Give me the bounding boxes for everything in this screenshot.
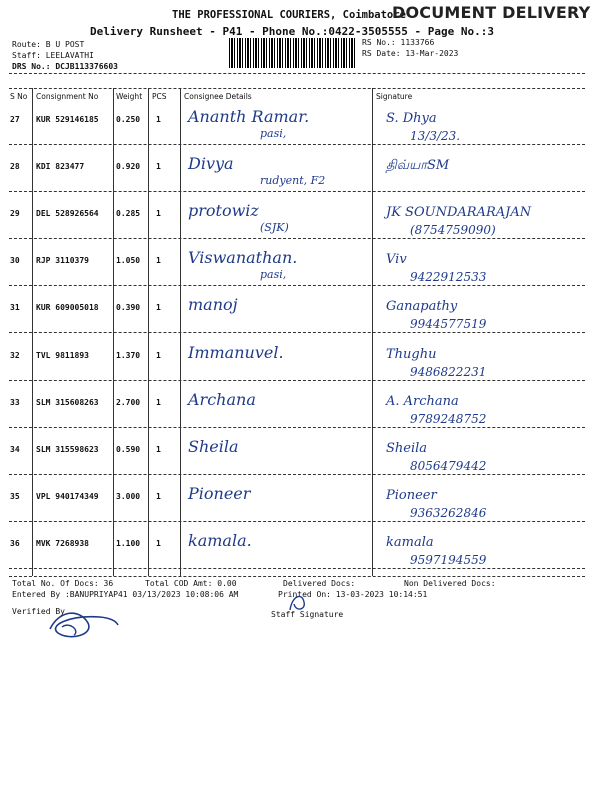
cell-consignment-no: SLM 315598623: [36, 444, 99, 454]
rs-date-line: [362, 49, 458, 58]
route-label: Route:: [12, 40, 41, 49]
cell-consignment-no: DEL 528926564: [36, 209, 99, 219]
cell-pcs: 1: [156, 303, 161, 313]
col-header-consignee: Consignee Details: [184, 92, 252, 101]
handwritten-signature-note: 9363262846: [410, 505, 487, 520]
drs-label: DRS No.:: [12, 62, 51, 71]
cell-sno: 27: [10, 115, 20, 124]
cell-consignment-no: VPL 940174349: [36, 491, 99, 501]
cell-sno: 33: [10, 397, 20, 407]
route-line: [12, 40, 84, 49]
table-row: [0, 199, 600, 249]
table-row: [0, 388, 600, 438]
delivered-docs-label: Delivered Docs:: [283, 579, 356, 588]
handwritten-consignee-name: Sheila: [188, 436, 239, 456]
table-top-rule: [9, 88, 585, 89]
rs-no-line: [362, 38, 434, 47]
col-header-sno: S No: [10, 92, 28, 101]
cell-sno: 28: [10, 162, 20, 172]
printed-on: Printed On: 13-03-2023 10:14:51: [278, 590, 428, 599]
cell-consignment-no: SLM 315608263: [36, 397, 99, 407]
handwritten-signature: JK SOUNDARARAJAN: [386, 205, 532, 221]
runsheet-title: Delivery Runsheet - P41 - Phone No.:0422-3505555 - Page No.:3: [90, 25, 494, 38]
cell-weight: 1.100: [116, 538, 141, 548]
drs-value: DCJB113376603: [55, 62, 118, 71]
total-cod-value: 0.00: [217, 579, 237, 588]
handwritten-signature: Thughu: [386, 346, 437, 362]
row-divider: [9, 427, 585, 428]
table-row: [0, 105, 600, 155]
rs-no-value: 1133766: [400, 38, 435, 47]
row-divider: [9, 332, 585, 333]
row-divider: [9, 285, 585, 286]
cell-weight: 0.590: [116, 444, 141, 454]
handwritten-signature-note: 9422912533: [410, 270, 487, 285]
handwritten-signature-note: 9789248752: [410, 411, 487, 426]
row-divider: [9, 568, 585, 569]
handwritten-signature: Pioneer: [386, 487, 437, 503]
company-name: THE PROFESSIONAL COURIERS, Coimbatore: [172, 9, 406, 21]
cell-sno: 34: [10, 444, 20, 454]
handwritten-consignee-name: Immanuvel.: [188, 342, 284, 362]
table-row: [0, 293, 600, 343]
cell-pcs: 1: [156, 491, 161, 501]
table-bottom-rule: [9, 576, 585, 577]
handwritten-consignee-note: pasi,: [260, 127, 287, 140]
cell-weight: 1.050: [116, 256, 141, 266]
cell-pcs: 1: [156, 256, 161, 266]
divider: [9, 73, 585, 74]
cell-pcs: 1: [156, 397, 161, 407]
handwritten-signature: திவ்யாSM: [386, 158, 450, 174]
handwritten-signature-note: 8056479442: [410, 458, 487, 473]
table-row: [0, 152, 600, 202]
cell-pcs: 1: [156, 538, 161, 548]
row-divider: [9, 521, 585, 522]
handwritten-consignee-name: kamala.: [188, 530, 252, 550]
document-delivery-stamp: DOCUMENT DELIVERY: [392, 3, 591, 22]
staff-signature-scribble: [286, 590, 310, 614]
handwritten-signature: kamala: [386, 534, 434, 550]
rs-no-label: RS No.:: [362, 38, 396, 47]
cell-pcs: 1: [156, 209, 161, 219]
handwritten-consignee-name: protowiz: [188, 201, 259, 221]
handwritten-consignee-note: pasi,: [260, 268, 287, 282]
handwritten-consignee-name: manoj: [188, 295, 238, 315]
cell-pcs: 1: [156, 444, 161, 454]
cell-weight: 2.700: [116, 397, 141, 407]
col-header-signature: Signature: [376, 92, 413, 101]
cell-sno: 32: [10, 350, 20, 360]
total-docs-label: Total No. Of Docs:: [12, 579, 99, 588]
entered-by: Entered By :BANUPRIYAP41 03/13/2023 10:08:06 AM: [12, 590, 239, 599]
cell-consignment-no: KUR 529146185: [36, 115, 99, 124]
rs-date-value: 13-Mar-2023: [405, 49, 459, 58]
cell-weight: 3.000: [116, 491, 141, 501]
verifier-signature-scribble: [40, 605, 120, 641]
handwritten-consignee-note: (SJK): [260, 221, 289, 235]
row-divider: [9, 380, 585, 381]
handwritten-signature-note: 9944577519: [410, 317, 487, 332]
cell-weight: 1.370: [116, 350, 141, 360]
handwritten-consignee-note: rudyent, F2: [260, 174, 326, 188]
col-header-weight: Weight: [116, 92, 143, 101]
totals-line: [12, 579, 113, 588]
handwritten-consignee-name: Viswanathan.: [188, 248, 298, 268]
cell-sno: 35: [10, 491, 20, 501]
cell-sno: 30: [10, 256, 20, 266]
row-divider: [9, 238, 585, 239]
cell-pcs: 1: [156, 350, 161, 360]
total-docs-value: 36: [103, 579, 114, 588]
table-row: [0, 529, 600, 579]
staff-signature-label: Staff Signature: [271, 610, 344, 619]
cell-consignment-no: MVK 7268938: [36, 538, 89, 548]
table-row: [0, 246, 600, 296]
cell-weight: 0.920: [116, 162, 141, 172]
rs-date-label: RS Date:: [362, 49, 401, 58]
cell-consignment-no: KDI 823477: [36, 162, 85, 172]
cell-weight: 0.390: [116, 303, 141, 313]
staff-line: [12, 51, 94, 60]
route-value: B U POST: [45, 40, 85, 49]
handwritten-consignee-name: Divya: [188, 154, 234, 174]
handwritten-consignee-name: Archana: [188, 389, 256, 409]
handwritten-consignee-name: Ananth Ramar.: [188, 107, 310, 126]
cell-weight: 0.285: [116, 209, 141, 219]
handwritten-signature: A. Archana: [386, 393, 459, 409]
handwritten-signature: Sheila: [386, 440, 428, 456]
cell-sno: 29: [10, 209, 20, 219]
cell-consignment-no: RJP 3110379: [36, 256, 89, 266]
cell-pcs: 1: [156, 162, 161, 172]
handwritten-signature: S. Dhya: [386, 111, 437, 126]
row-divider: [9, 191, 585, 192]
handwritten-signature-note: 9597194559: [410, 552, 487, 567]
total-cod-line: [145, 579, 237, 588]
non-delivered-docs-label: Non Delivered Docs:: [404, 579, 496, 588]
row-divider: [9, 144, 585, 145]
total-cod-label: Total COD Amt:: [145, 579, 213, 588]
cell-pcs: 1: [156, 115, 161, 124]
handwritten-signature-note: (8754759090): [410, 223, 496, 238]
cell-consignment-no: KUR 609005018: [36, 303, 99, 313]
cell-sno: 36: [10, 538, 20, 548]
staff-value: LEELAVATHI: [45, 51, 94, 60]
handwritten-signature: Ganapathy: [386, 299, 458, 315]
table-row: [0, 341, 600, 391]
cell-consignment-no: TVL 9811893: [36, 350, 89, 360]
handwritten-signature-note: 13/3/23.: [410, 129, 461, 143]
handwritten-signature: Viv: [386, 252, 407, 268]
verified-by-label: Verified By: [12, 607, 65, 616]
handwritten-signature-note: 9486822231: [410, 364, 487, 379]
cell-sno: 31: [10, 303, 20, 313]
col-header-consignment: Consignment No: [36, 92, 99, 101]
row-divider: [9, 474, 585, 475]
cell-weight: 0.250: [116, 115, 141, 124]
staff-label: Staff:: [12, 51, 41, 60]
table-row: [0, 482, 600, 532]
barcode: [229, 38, 357, 68]
col-header-pcs: PCS: [152, 92, 167, 101]
table-row: [0, 435, 600, 485]
drs-line: [12, 62, 118, 71]
handwritten-consignee-name: Pioneer: [188, 483, 251, 503]
